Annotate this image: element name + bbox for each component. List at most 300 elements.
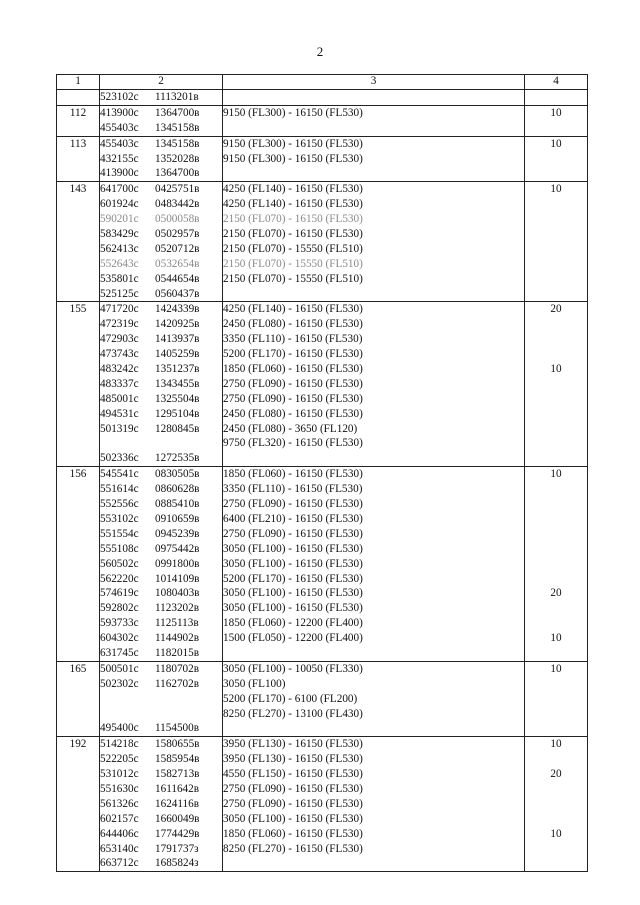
table-row bbox=[57, 182, 588, 302]
altitude-range: 9750 (FL320) - 16150 (FL530) bbox=[223, 437, 363, 450]
code-line bbox=[100, 767, 222, 782]
altitude-range bbox=[223, 287, 524, 302]
number: 1154500в bbox=[155, 722, 200, 735]
value bbox=[525, 527, 587, 542]
value bbox=[525, 451, 587, 466]
value bbox=[525, 152, 587, 167]
code-line bbox=[100, 317, 222, 332]
altitude-range: 1850 (FL060) - 12200 (FL400) bbox=[223, 617, 363, 630]
altitude-range: 1850 (FL060) - 16150 (FL530) bbox=[223, 827, 363, 840]
code: 590201c bbox=[100, 213, 139, 226]
altitude-range: 9150 (FL300) - 16150 (FL530) bbox=[223, 152, 363, 165]
code: 500501c bbox=[100, 662, 139, 675]
code: 502336c bbox=[100, 452, 139, 465]
group-id-cell bbox=[57, 90, 100, 106]
number: 1624116в bbox=[155, 797, 200, 810]
code: 535801c bbox=[100, 272, 139, 285]
code-line bbox=[100, 272, 222, 287]
number: 1014109в bbox=[155, 572, 200, 585]
number: 1424339в bbox=[155, 303, 200, 316]
altitude-range: 4250 (FL140) - 16150 (FL530) bbox=[223, 183, 363, 196]
value bbox=[525, 542, 587, 557]
altitude-range: 3350 (FL110) - 16150 (FL530) bbox=[223, 333, 363, 346]
altitude-range: 3950 (FL130) - 16150 (FL530) bbox=[223, 753, 363, 766]
table-row bbox=[57, 467, 588, 662]
ranges-cell bbox=[223, 90, 525, 106]
value bbox=[525, 842, 587, 857]
code: 561326c bbox=[100, 797, 139, 810]
ranges-cell bbox=[223, 182, 525, 302]
code: 523102c bbox=[100, 91, 139, 103]
altitude-range bbox=[223, 856, 524, 871]
code: 514218c bbox=[100, 738, 139, 751]
code-line bbox=[100, 467, 222, 482]
value bbox=[525, 482, 587, 497]
code: 641700c bbox=[100, 183, 139, 196]
code: 604302c bbox=[100, 632, 139, 645]
value bbox=[525, 721, 587, 736]
number: 0860628в bbox=[155, 483, 200, 496]
number: 0425751в bbox=[155, 183, 200, 196]
value: 10 bbox=[550, 106, 562, 119]
number: 1774429в bbox=[155, 827, 200, 840]
number: 1420925в bbox=[155, 318, 200, 331]
ranges-cell bbox=[223, 737, 525, 872]
number: 1660049в bbox=[155, 812, 200, 825]
group-id: 112 bbox=[69, 106, 87, 119]
code-line bbox=[100, 182, 222, 197]
value bbox=[525, 436, 587, 451]
value bbox=[525, 782, 587, 797]
altitude-range: 3050 (FL100) - 16150 (FL530) bbox=[223, 587, 363, 600]
value bbox=[525, 407, 587, 422]
number: 1413937в bbox=[155, 333, 200, 346]
value bbox=[525, 287, 587, 302]
code-line bbox=[100, 212, 222, 227]
code-line bbox=[100, 451, 222, 466]
group-id-cell bbox=[57, 136, 100, 182]
value bbox=[525, 646, 587, 661]
altitude-range: 2450 (FL080) - 3650 (FL120) bbox=[223, 422, 358, 435]
code-line bbox=[100, 527, 222, 542]
value bbox=[525, 497, 587, 512]
value bbox=[525, 512, 587, 527]
group-id: 165 bbox=[69, 662, 87, 675]
code: 525125c bbox=[100, 287, 139, 300]
code: 593733c bbox=[100, 617, 139, 630]
number: 0520712в bbox=[155, 242, 200, 255]
coordinates-table bbox=[56, 74, 588, 872]
number: 1582713в bbox=[155, 768, 200, 781]
ranges-cell bbox=[223, 302, 525, 467]
code: 472903c bbox=[100, 333, 139, 346]
table-row bbox=[57, 661, 588, 736]
number: 0885410в bbox=[155, 498, 200, 511]
value bbox=[525, 797, 587, 812]
ranges-cell bbox=[223, 661, 525, 736]
code-line bbox=[100, 242, 222, 257]
code-line bbox=[100, 707, 222, 722]
code-line bbox=[100, 601, 222, 616]
number: 1685824з bbox=[155, 857, 199, 870]
table-header-row bbox=[57, 75, 588, 90]
altitude-range: 8250 (FL270) - 16150 (FL530) bbox=[223, 842, 363, 855]
values-cell bbox=[525, 302, 588, 467]
code: 631745c bbox=[100, 646, 139, 659]
table-row bbox=[57, 737, 588, 872]
values-cell bbox=[525, 737, 588, 872]
codes-cell bbox=[100, 302, 223, 467]
number: 1295104в bbox=[155, 407, 200, 420]
group-id-cell bbox=[57, 661, 100, 736]
number: 1272535в bbox=[155, 452, 200, 465]
value bbox=[525, 332, 587, 347]
number: 1343455в bbox=[155, 377, 200, 390]
altitude-range: 3950 (FL130) - 16150 (FL530) bbox=[223, 738, 363, 751]
number: 1180702в bbox=[155, 662, 200, 675]
code-line bbox=[100, 797, 222, 812]
number: 1144902в bbox=[155, 632, 200, 645]
value: 20 bbox=[550, 587, 562, 600]
number: 0910659в bbox=[155, 512, 200, 525]
value bbox=[525, 856, 587, 871]
table-row bbox=[57, 105, 588, 136]
code-line bbox=[100, 542, 222, 557]
altitude-range bbox=[223, 166, 524, 181]
group-id: 192 bbox=[69, 738, 87, 751]
altitude-range: 2150 (FL070) - 15550 (FL510) bbox=[223, 257, 363, 270]
number: 1125113в bbox=[155, 617, 199, 630]
altitude-range: 1850 (FL060) - 16150 (FL530) bbox=[223, 468, 363, 481]
code: 522205c bbox=[100, 753, 139, 766]
codes-cell bbox=[100, 182, 223, 302]
number: 1580655в bbox=[155, 738, 200, 751]
code: 644406c bbox=[100, 827, 139, 840]
code-line bbox=[100, 497, 222, 512]
table-row bbox=[57, 90, 588, 106]
value bbox=[525, 317, 587, 332]
number: 0945239в bbox=[155, 527, 200, 540]
value bbox=[525, 227, 587, 242]
value bbox=[525, 166, 587, 181]
value bbox=[525, 422, 587, 437]
table-row bbox=[57, 302, 588, 467]
number: 1351237в bbox=[155, 363, 200, 376]
number: 0532654в bbox=[155, 257, 200, 270]
code: 472319c bbox=[100, 318, 139, 331]
number: 0544654в bbox=[155, 272, 200, 285]
value bbox=[525, 616, 587, 631]
altitude-range: 2750 (FL090) - 16150 (FL530) bbox=[223, 498, 363, 511]
ranges-cell bbox=[223, 105, 525, 136]
value bbox=[525, 601, 587, 616]
code: 432155c bbox=[100, 152, 139, 165]
page-number: 2 bbox=[316, 44, 324, 59]
group-id: 155 bbox=[69, 303, 87, 316]
codes-cell bbox=[100, 737, 223, 872]
code-line bbox=[100, 557, 222, 572]
code: 553102c bbox=[100, 512, 139, 525]
altitude-range: 3050 (FL100) - 10050 (FL330) bbox=[223, 662, 363, 675]
code-line bbox=[100, 842, 222, 857]
altitude-range bbox=[223, 646, 524, 661]
value: 20 bbox=[550, 768, 562, 781]
code: 583429c bbox=[100, 228, 139, 241]
altitude-range: 6400 (FL210) - 16150 (FL530) bbox=[223, 512, 363, 525]
altitude-range: 2750 (FL090) - 16150 (FL530) bbox=[223, 797, 363, 810]
code-line bbox=[100, 106, 222, 121]
altitude-range: 4250 (FL140) - 16150 (FL530) bbox=[223, 303, 363, 316]
number: 0500058в bbox=[155, 213, 200, 226]
code: 501319c bbox=[100, 422, 139, 435]
value bbox=[525, 121, 587, 136]
codes-cell bbox=[100, 467, 223, 662]
value: 10 bbox=[550, 738, 562, 751]
value bbox=[525, 707, 587, 722]
code: 551614c bbox=[100, 483, 139, 496]
altitude-range: 3050 (FL100) - 16150 (FL530) bbox=[223, 542, 363, 555]
code-line bbox=[100, 137, 222, 152]
value bbox=[525, 392, 587, 407]
group-id-cell bbox=[57, 737, 100, 872]
number: 0483442в bbox=[155, 198, 200, 211]
value bbox=[525, 272, 587, 287]
codes-cell bbox=[100, 661, 223, 736]
value: 10 bbox=[550, 363, 562, 376]
number: 1080403в bbox=[155, 587, 200, 600]
code-line bbox=[100, 302, 222, 317]
number: 1113201в bbox=[155, 91, 199, 103]
code-line bbox=[100, 407, 222, 422]
altitude-range bbox=[223, 721, 524, 736]
code-line bbox=[100, 737, 222, 752]
number: 0560437в bbox=[155, 287, 200, 300]
number: 1280845в bbox=[155, 422, 200, 435]
code: 574619c bbox=[100, 587, 139, 600]
number: 1364700в bbox=[155, 167, 200, 180]
column-header-1: 1 bbox=[57, 75, 100, 90]
code: 455403c bbox=[100, 121, 139, 134]
code: 562413c bbox=[100, 242, 139, 255]
code-line bbox=[100, 512, 222, 527]
codes-cell bbox=[100, 105, 223, 136]
code: 455403c bbox=[100, 137, 139, 150]
code-line bbox=[100, 856, 222, 871]
altitude-range: 4250 (FL140) - 16150 (FL530) bbox=[223, 198, 363, 211]
code: 560502c bbox=[100, 557, 139, 570]
group-id bbox=[57, 90, 99, 105]
value bbox=[525, 752, 587, 767]
code: 495400c bbox=[100, 722, 139, 735]
altitude-range: 2750 (FL090) - 16150 (FL530) bbox=[223, 377, 363, 390]
code-line bbox=[100, 197, 222, 212]
code-line bbox=[100, 90, 222, 105]
table-body bbox=[57, 90, 588, 872]
code: 555108c bbox=[100, 542, 139, 555]
altitude-range: 2450 (FL080) - 16150 (FL530) bbox=[223, 318, 363, 331]
code: 473743c bbox=[100, 348, 139, 361]
altitude-range: 2450 (FL080) - 16150 (FL530) bbox=[223, 407, 363, 420]
code: 551554c bbox=[100, 527, 139, 540]
ranges-cell bbox=[223, 467, 525, 662]
group-id-cell bbox=[57, 105, 100, 136]
altitude-range: 2750 (FL090) - 16150 (FL530) bbox=[223, 527, 363, 540]
value bbox=[525, 557, 587, 572]
value bbox=[525, 197, 587, 212]
number: 1405259в bbox=[155, 348, 200, 361]
altitude-range: 3050 (FL100) - 16150 (FL530) bbox=[223, 602, 363, 615]
code-line bbox=[100, 586, 222, 601]
values-cell bbox=[525, 467, 588, 662]
altitude-range: 4550 (FL150) - 16150 (FL530) bbox=[223, 768, 363, 781]
code-line bbox=[100, 392, 222, 407]
group-id-cell bbox=[57, 182, 100, 302]
code-line bbox=[100, 362, 222, 377]
code: 663712c bbox=[100, 857, 139, 870]
code-line bbox=[100, 332, 222, 347]
code: 552643c bbox=[100, 257, 139, 270]
code-line bbox=[100, 482, 222, 497]
number: 1611642в bbox=[155, 782, 200, 795]
code: 653140c bbox=[100, 842, 139, 855]
value bbox=[525, 692, 587, 707]
altitude-range: 1500 (FL050) - 12200 (FL400) bbox=[223, 632, 363, 645]
altitude-range: 2750 (FL090) - 16150 (FL530) bbox=[223, 392, 363, 405]
code-line bbox=[100, 692, 222, 707]
code: 551630c bbox=[100, 782, 139, 795]
altitude-range: 2150 (FL070) - 16150 (FL530) bbox=[223, 228, 363, 241]
code: 601924c bbox=[100, 198, 139, 211]
column-header-4: 4 bbox=[525, 75, 588, 90]
codes-cell bbox=[100, 90, 223, 106]
value bbox=[525, 90, 587, 105]
code-line bbox=[100, 782, 222, 797]
altitude-range: 2150 (FL070) - 16150 (FL530) bbox=[223, 213, 363, 226]
code-line bbox=[100, 347, 222, 362]
code-line bbox=[100, 631, 222, 646]
value bbox=[525, 377, 587, 392]
altitude-range: 2750 (FL090) - 16150 (FL530) bbox=[223, 782, 363, 795]
code-line bbox=[100, 287, 222, 302]
altitude-range bbox=[223, 90, 524, 105]
number: 1345158в bbox=[155, 137, 200, 150]
number: 1123202в bbox=[155, 602, 200, 615]
column-header-3: 3 bbox=[223, 75, 525, 90]
code: 531012c bbox=[100, 768, 139, 781]
value bbox=[525, 347, 587, 362]
value bbox=[525, 212, 587, 227]
code: 502302c bbox=[100, 677, 139, 690]
code-line bbox=[100, 616, 222, 631]
altitude-range: 9150 (FL300) - 16150 (FL530) bbox=[223, 137, 363, 150]
altitude-range: 5200 (FL170) - 16150 (FL530) bbox=[223, 348, 363, 361]
group-id-cell bbox=[57, 302, 100, 467]
code-line bbox=[100, 812, 222, 827]
column-header-2: 2 bbox=[100, 75, 223, 90]
code-line bbox=[100, 572, 222, 587]
altitude-range: 8250 (FL270) - 13100 (FL430) bbox=[223, 707, 363, 720]
altitude-range: 5200 (FL170) - 6100 (FL200) bbox=[223, 692, 358, 705]
code: 471720c bbox=[100, 303, 139, 316]
value bbox=[525, 242, 587, 257]
values-cell bbox=[525, 90, 588, 106]
number: 1791737з bbox=[155, 842, 199, 855]
altitude-range: 2150 (FL070) - 15550 (FL510) bbox=[223, 242, 363, 255]
group-id: 156 bbox=[69, 468, 87, 481]
code: 602157c bbox=[100, 812, 139, 825]
altitude-range: 9150 (FL300) - 16150 (FL530) bbox=[223, 106, 363, 119]
number: 0830505в bbox=[155, 468, 200, 481]
number: 0975442в bbox=[155, 542, 200, 555]
code: 413900c bbox=[100, 106, 139, 119]
code: 562220c bbox=[100, 572, 139, 585]
code: 483337c bbox=[100, 377, 139, 390]
code: 413900c bbox=[100, 167, 139, 180]
code: 494531c bbox=[100, 407, 139, 420]
altitude-range: 5200 (FL170) - 16150 (FL530) bbox=[223, 572, 363, 585]
code-line bbox=[100, 646, 222, 661]
code-line bbox=[100, 827, 222, 842]
values-cell bbox=[525, 136, 588, 182]
number: 1352028в bbox=[155, 152, 200, 165]
value bbox=[525, 257, 587, 272]
code-line bbox=[100, 166, 222, 181]
code-line bbox=[100, 721, 222, 736]
altitude-range: 3050 (FL100) - 16150 (FL530) bbox=[223, 557, 363, 570]
code: 592802c bbox=[100, 602, 139, 615]
code-line bbox=[100, 752, 222, 767]
number: 0991800в bbox=[155, 557, 200, 570]
code-line bbox=[100, 121, 222, 136]
values-cell bbox=[525, 661, 588, 736]
code-line bbox=[100, 662, 222, 677]
number: 1162702в bbox=[155, 677, 200, 690]
code-line bbox=[100, 677, 222, 692]
table-row bbox=[57, 136, 588, 182]
value bbox=[525, 572, 587, 587]
codes-cell bbox=[100, 136, 223, 182]
group-id-cell bbox=[57, 467, 100, 662]
altitude-range: 2150 (FL070) - 15550 (FL510) bbox=[223, 272, 363, 285]
number: 1585954в bbox=[155, 753, 200, 766]
code-line bbox=[100, 436, 222, 451]
code: 485001c bbox=[100, 392, 139, 405]
values-cell bbox=[525, 182, 588, 302]
altitude-range: 3050 (FL100) bbox=[223, 677, 286, 690]
value: 20 bbox=[550, 303, 562, 316]
altitude-range: 3350 (FL110) - 16150 (FL530) bbox=[223, 483, 363, 496]
group-id: 143 bbox=[69, 183, 87, 196]
value: 10 bbox=[550, 468, 562, 481]
code-line bbox=[100, 152, 222, 167]
value: 10 bbox=[550, 632, 562, 645]
value: 10 bbox=[550, 183, 562, 196]
code-line bbox=[100, 422, 222, 437]
code-line bbox=[100, 227, 222, 242]
value bbox=[525, 812, 587, 827]
altitude-range: 1850 (FL060) - 16150 (FL530) bbox=[223, 363, 363, 376]
ranges-cell bbox=[223, 136, 525, 182]
number: 0502957в bbox=[155, 228, 200, 241]
value: 10 bbox=[550, 137, 562, 150]
code-line bbox=[100, 377, 222, 392]
number: 1182015в bbox=[155, 646, 200, 659]
value: 10 bbox=[550, 827, 562, 840]
code: 483242c bbox=[100, 363, 139, 376]
number: 1345158в bbox=[155, 121, 200, 134]
altitude-range: 3050 (FL100) - 16150 (FL530) bbox=[223, 812, 363, 825]
value: 10 bbox=[550, 662, 562, 675]
